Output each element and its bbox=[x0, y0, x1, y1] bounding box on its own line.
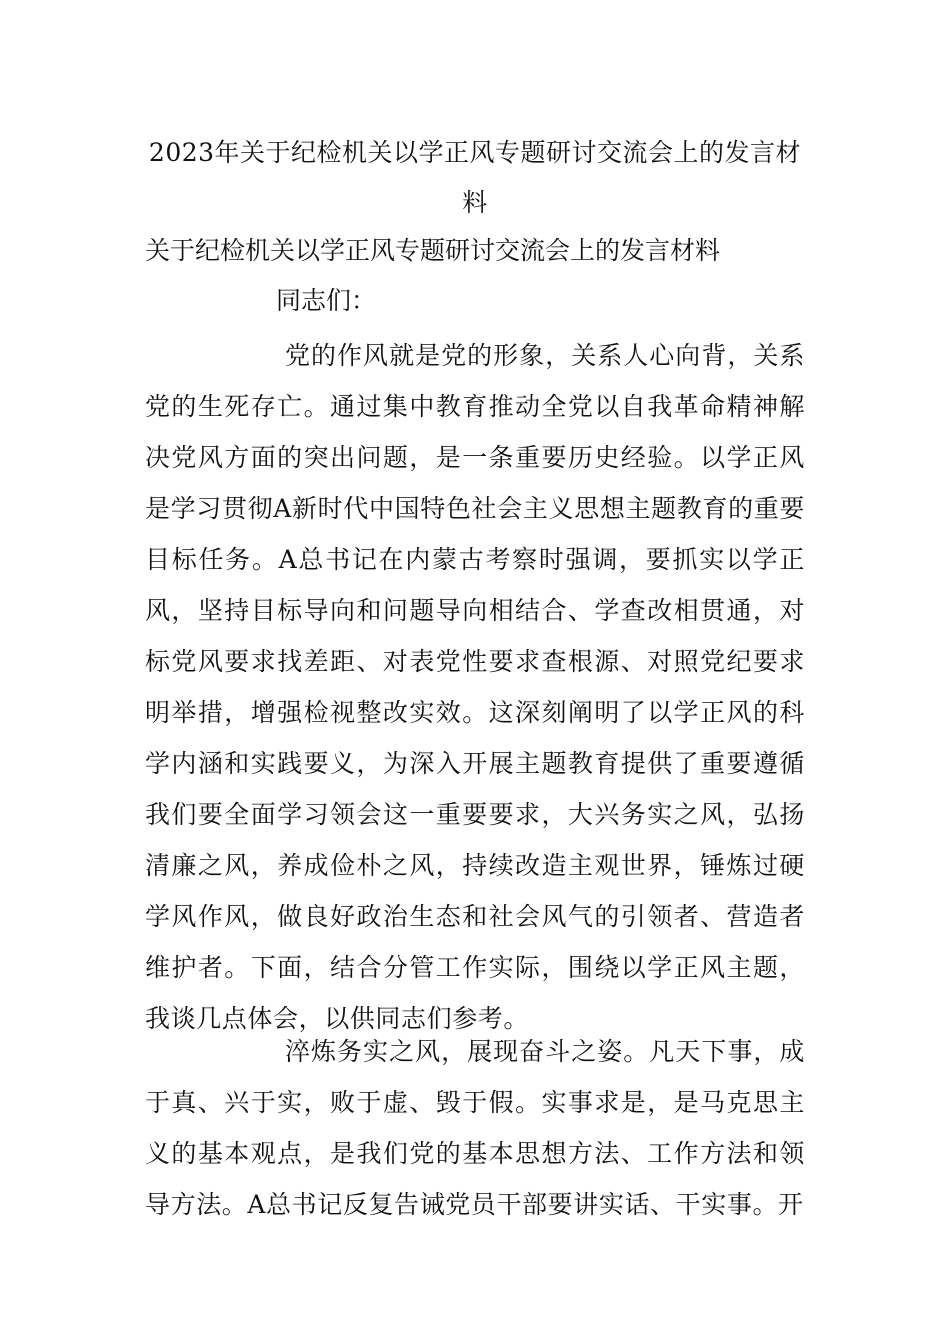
document-title: 2023年关于纪检机关以学正风专题研讨交流会上的发言材料 bbox=[148, 138, 802, 217]
document-subtitle: 关于纪检机关以学正风专题研讨交流会上的发言材料 bbox=[145, 236, 721, 265]
body-paragraph: 党的作风就是党的形象，关系人心向背，关系党的生死存亡。通过集中教育推动全党以自我革命精神解决党风方面的突出问题，是一条重要历史经验。以学正风是学习贯彻A新时代中国特色社会主义思想主题教育的重要目标任务。A总书记在内蒙古考察时强调，要抓实以学正风，坚持目标导向和问题导向相结合、学查改相贯通，对标党风要求找差距、对表党性要求查根源、对照党纪要求明举措，增强检视整改实效。这深刻阐明了以学正风的科学内涵和实践要义，为深入开展主题教育提供了重要遵循我们要全面学习领会这一重要要求，大兴务实之风，弘扬清廉之风，养成俭朴之风，持续改造主观世界，锤炼过硬学风作风，做良好政治生态和社会风气的引领者、营造者维护者。下面，结合分管工作实际，围绕以学正风主题，我谈几点体会，以供同志们参考。 bbox=[145, 341, 805, 1033]
body-paragraph: 淬炼务实之风，展现奋斗之姿。凡天下事，成于真、兴于实，败于虚、毁于假。实事求是，是马克思主义的基本观点，是我们党的基本思想方法、工作方法和领导方法。A总书记反复告诫党员干部要讲实话、干实事。开 bbox=[145, 1037, 805, 1219]
salutation: 同志们： bbox=[276, 286, 377, 315]
